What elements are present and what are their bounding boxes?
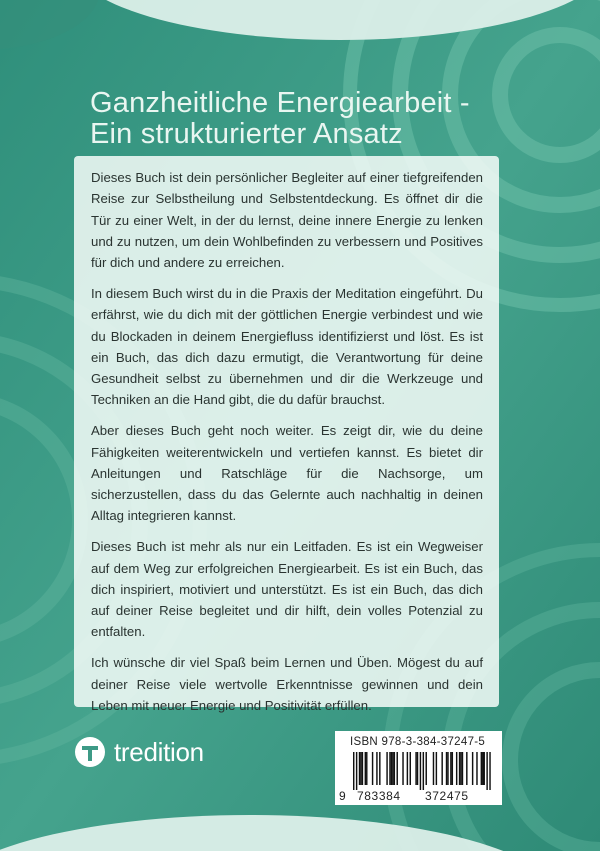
barcode-bar xyxy=(353,752,354,790)
isbn-barcode xyxy=(335,731,502,805)
blurb-paragraph: In diesem Buch wirst du in die Praxis der Meditation eingeführt. Du erfährst, wie du dich mit der göttlichen Energie verbindest und wie du Blockaden in deinem Energiefluss identifizierst und löst. Es ist ein Buch, das dich dazu ermutigt, die Verantwortung für deine Gesundheit selbst zu übernehmen und dir die Werkzeuge und Techniken an die Hand gibt, die du dafür brauchst. xyxy=(91,285,483,408)
barcode-bar xyxy=(379,752,380,785)
barcode-bar xyxy=(482,752,483,785)
barcode-bar xyxy=(386,752,387,785)
blurb-panel xyxy=(74,156,499,713)
barcode-digit-first: 9 xyxy=(339,789,347,803)
barcode-digits-group-1: 783384 xyxy=(357,789,401,803)
blurb-paragraph: Dieses Buch ist dein persönlicher Begleiter auf einer tiefgreifenden Reise zur Selbstheilung und Selbstentdeckung. Es öffnet dir die Tür zu einer Welt, in der du lernst, deine innere Energie zu lenken und zu nutzen, um dein Wohlbefinden zu verbessern und Positives für dich und andere zu erreichen. xyxy=(91,170,483,271)
barcode-bar xyxy=(456,752,457,785)
barcode-bar xyxy=(392,752,393,785)
barcode-bar xyxy=(466,752,467,785)
barcode-bar xyxy=(365,752,366,785)
barcode-bar xyxy=(391,752,392,785)
publisher-name: tredition xyxy=(114,736,204,767)
barcode-bar xyxy=(462,752,463,785)
barcode-bar xyxy=(476,752,477,785)
barcode-bar xyxy=(484,752,485,785)
barcode-bar xyxy=(356,752,357,790)
blurb-paragraph: Dieses Buch ist mehr als nur ein Leitfaden. Es ist ein Wegweiser auf dem Weg zur erfolgreichen Energiearbeit. Es ist ein Buch, das dich inspiriert, motiviert und unterstützt. Es ist ein Buch, das dich auf deiner Reise begleitet und dir hilft, dein volles Potenzial zu entfalten. xyxy=(91,539,483,640)
barcode-bar xyxy=(441,752,442,785)
barcode-bar xyxy=(402,752,403,785)
barcode-digits-group-2: 372475 xyxy=(425,789,469,803)
barcode-bar xyxy=(389,752,390,785)
blurb-paragraph: Ich wünsche dir viel Spaß beim Lernen und Üben. Mögest du auf deiner Reise viele wertvolle Erkenntnisse gewinnen und dein Leben mit neuer Energie und Positivität erfüllen. xyxy=(91,655,483,713)
barcode-bar xyxy=(472,752,473,785)
book-title-line-1: Ganzheitliche Energiearbeit - xyxy=(90,87,470,119)
barcode-bar xyxy=(423,752,424,790)
barcode-bar xyxy=(407,752,408,785)
barcode-bar xyxy=(415,752,416,785)
isbn-label: ISBN 978-3-384-37247-5 xyxy=(350,736,486,748)
barcode-bar xyxy=(436,752,437,785)
book-title xyxy=(90,88,550,150)
barcode-bar xyxy=(486,752,487,790)
barcode-bar xyxy=(394,752,395,785)
barcode-bar xyxy=(397,752,398,785)
barcode-bar xyxy=(447,752,448,785)
barcode-bar xyxy=(489,752,490,790)
barcode-bar xyxy=(426,752,427,785)
barcode-bar xyxy=(433,752,434,785)
book-title-line-2: Ein strukturierter Ansatz xyxy=(90,118,403,150)
barcode-bar xyxy=(460,752,461,785)
barcode-bar xyxy=(446,752,447,785)
barcode-bar xyxy=(362,752,363,785)
barcode-bar xyxy=(376,752,377,785)
barcode-bar xyxy=(459,752,460,785)
barcode-bar xyxy=(359,752,360,785)
barcode-bar xyxy=(366,752,367,785)
barcode-bar xyxy=(410,752,411,785)
barcode-bar xyxy=(450,752,451,785)
barcode-bar xyxy=(417,752,418,785)
barcode-bar xyxy=(360,752,361,785)
publisher-logo xyxy=(75,736,204,768)
blurb-paragraph: Aber dieses Buch geht noch weiter. Es zeigt dir, wie du deine Fähigkeiten weiterentwickeln und vertiefen kannst. Es bietet dir Anleitungen und Ratschläge für die Nachsorge, um sicherzustellen, dass du das Gelernte auch nachhaltig in deinen Alltag integrieren kannst. xyxy=(91,423,483,524)
barcode-bar xyxy=(452,752,453,785)
tredition-logo-icon xyxy=(75,737,105,767)
barcode-bars xyxy=(347,752,493,790)
barcode-bar xyxy=(372,752,373,785)
barcode-bar xyxy=(481,752,482,785)
barcode-bar xyxy=(420,752,421,790)
